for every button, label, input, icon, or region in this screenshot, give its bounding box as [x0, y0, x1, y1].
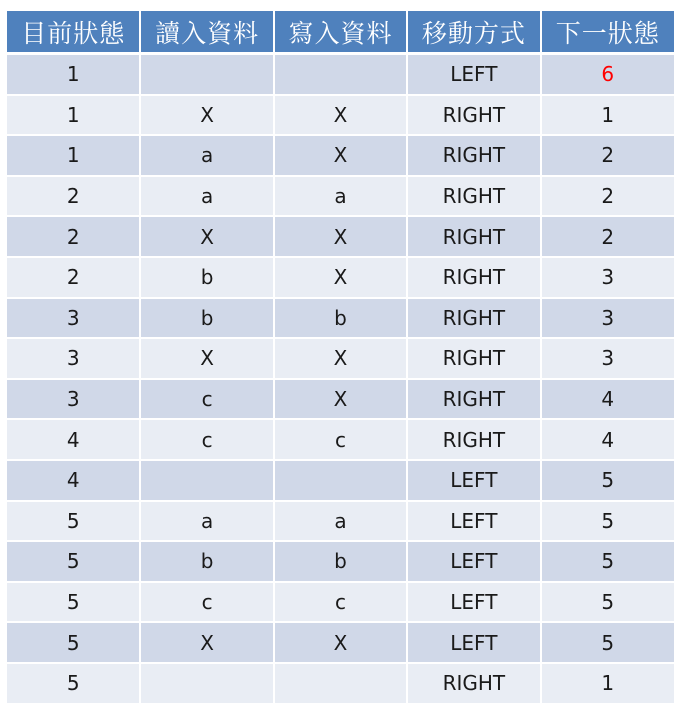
read-data-cell: c	[140, 419, 273, 460]
write-data-cell: X	[274, 338, 407, 379]
write-data-cell: a	[274, 176, 407, 217]
read-data-cell: b	[140, 541, 273, 582]
current-state-cell: 4	[7, 419, 140, 460]
table-row	[7, 298, 674, 339]
write-data-cell: c	[274, 419, 407, 460]
current-state-cell: 5	[7, 622, 140, 663]
table-row	[7, 541, 674, 582]
table-row	[7, 176, 674, 217]
read-data-cell	[140, 663, 273, 704]
table-row	[7, 419, 674, 460]
read-data-cell: a	[140, 135, 273, 176]
read-data-cell: b	[140, 257, 273, 298]
header-next-state: 下一狀態	[541, 11, 674, 54]
write-data-cell: b	[274, 298, 407, 339]
table-row	[7, 582, 674, 623]
table-body	[7, 54, 674, 704]
next-state-cell: 4	[541, 379, 674, 420]
table-row	[7, 135, 674, 176]
next-state-cell: 3	[541, 298, 674, 339]
move-direction-cell: RIGHT	[407, 419, 540, 460]
header-row	[7, 11, 674, 54]
move-direction-cell: RIGHT	[407, 216, 540, 257]
header-move-direction: 移動方式	[407, 11, 540, 54]
write-data-cell: X	[274, 216, 407, 257]
read-data-cell: X	[140, 338, 273, 379]
next-state-cell: 3	[541, 338, 674, 379]
table-row	[7, 460, 674, 501]
read-data-cell: X	[140, 216, 273, 257]
next-state-cell: 4	[541, 419, 674, 460]
move-direction-cell: RIGHT	[407, 135, 540, 176]
next-state-cell: 1	[541, 95, 674, 136]
table-row	[7, 338, 674, 379]
read-data-cell	[140, 54, 273, 95]
table-row	[7, 663, 674, 704]
current-state-cell: 2	[7, 216, 140, 257]
table-row	[7, 501, 674, 542]
next-state-cell: 2	[541, 135, 674, 176]
read-data-cell: a	[140, 176, 273, 217]
move-direction-cell: RIGHT	[407, 176, 540, 217]
read-data-cell: c	[140, 582, 273, 623]
read-data-cell: a	[140, 501, 273, 542]
current-state-cell: 1	[7, 95, 140, 136]
move-direction-cell: RIGHT	[407, 338, 540, 379]
next-state-cell: 3	[541, 257, 674, 298]
write-data-cell: X	[274, 622, 407, 663]
move-direction-cell: LEFT	[407, 54, 540, 95]
header-read-data: 讀入資料	[140, 11, 273, 54]
current-state-cell: 5	[7, 501, 140, 542]
write-data-cell: a	[274, 501, 407, 542]
next-state-cell: 5	[541, 582, 674, 623]
move-direction-cell: LEFT	[407, 622, 540, 663]
next-state-cell: 6	[541, 54, 674, 95]
table-row	[7, 216, 674, 257]
write-data-cell	[274, 663, 407, 704]
move-direction-cell: LEFT	[407, 460, 540, 501]
write-data-cell	[274, 460, 407, 501]
current-state-cell: 5	[7, 582, 140, 623]
move-direction-cell: RIGHT	[407, 257, 540, 298]
current-state-cell: 3	[7, 338, 140, 379]
current-state-cell: 5	[7, 541, 140, 582]
table-row	[7, 257, 674, 298]
read-data-cell: c	[140, 379, 273, 420]
move-direction-cell: LEFT	[407, 582, 540, 623]
next-state-cell: 5	[541, 622, 674, 663]
current-state-cell: 2	[7, 176, 140, 217]
write-data-cell: X	[274, 379, 407, 420]
next-state-cell: 5	[541, 460, 674, 501]
current-state-cell: 1	[7, 135, 140, 176]
read-data-cell: X	[140, 95, 273, 136]
write-data-cell	[274, 54, 407, 95]
write-data-cell: X	[274, 257, 407, 298]
move-direction-cell: RIGHT	[407, 95, 540, 136]
current-state-cell: 5	[7, 663, 140, 704]
read-data-cell: b	[140, 298, 273, 339]
table-row	[7, 379, 674, 420]
current-state-cell: 1	[7, 54, 140, 95]
next-state-cell: 2	[541, 176, 674, 217]
table-row	[7, 54, 674, 95]
read-data-cell: X	[140, 622, 273, 663]
header-current-state: 目前狀態	[7, 11, 140, 54]
table-row	[7, 622, 674, 663]
next-state-cell: 5	[541, 501, 674, 542]
next-state-cell: 5	[541, 541, 674, 582]
read-data-cell	[140, 460, 273, 501]
move-direction-cell: RIGHT	[407, 663, 540, 704]
write-data-cell: X	[274, 95, 407, 136]
table-row	[7, 95, 674, 136]
write-data-cell: b	[274, 541, 407, 582]
state-transition-table	[7, 11, 674, 705]
current-state-cell: 2	[7, 257, 140, 298]
write-data-cell: X	[274, 135, 407, 176]
next-state-cell: 2	[541, 216, 674, 257]
move-direction-cell: LEFT	[407, 501, 540, 542]
move-direction-cell: RIGHT	[407, 298, 540, 339]
current-state-cell: 3	[7, 298, 140, 339]
move-direction-cell: RIGHT	[407, 379, 540, 420]
next-state-cell: 1	[541, 663, 674, 704]
current-state-cell: 3	[7, 379, 140, 420]
header-write-data: 寫入資料	[274, 11, 407, 54]
current-state-cell: 4	[7, 460, 140, 501]
write-data-cell: c	[274, 582, 407, 623]
move-direction-cell: LEFT	[407, 541, 540, 582]
